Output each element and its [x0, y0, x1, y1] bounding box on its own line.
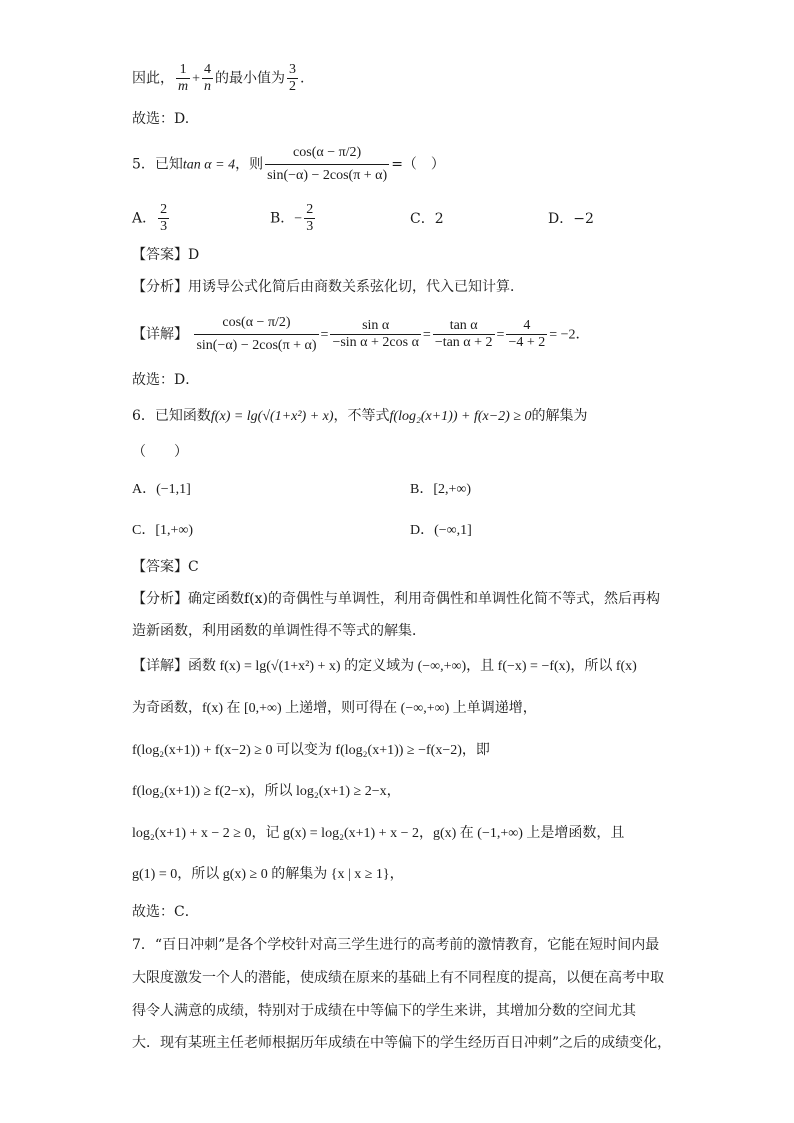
fraction-1-over-m: $\frac{1}{m}$ — [178, 62, 189, 94]
q5-analysis: 【分析】用诱导公式化简后由商数关系弦化切，代入已知计算． — [132, 279, 524, 295]
q5-option-d: D．−2 — [548, 211, 594, 227]
text-choose-d-1: 故选：D. — [132, 111, 190, 127]
q6-option-b: B．[2,+∞) — [410, 482, 472, 497]
q6-detail-line-2: 为奇函数，f(x) 在 [0,+∞) 上递增，则可得在 (−∞,+∞) 上单调递增， — [132, 701, 537, 716]
q5-condition: tan α = 4 — [182, 157, 236, 173]
q6-analysis-line-1: 【分析】确定函数f(x)的奇偶性与单调性，利用奇偶性和单调性化简不等式，然后再构 — [132, 591, 660, 607]
q7-line-4: 大．现有某班主任老师根据历年成绩在中等偏下的学生经历百日冲刺”之后的成绩变化， — [132, 1035, 672, 1051]
q5-detail: 【详解】 $\frac{\cos(\alpha - \pi/2)}{\sin(-\alpha) - 2\cos(\pi + \alpha)}$ = $\frac{\text{sin α}}{\text{−sin α + 2cos α}}$ = $\frac{\text{tan α}}{\text{−tan α + 2}}$ = $\frac{4}{-4 + 2}$ = −2． — [132, 312, 590, 357]
q5-answer: 【答案】D — [132, 247, 200, 263]
text-therefore: 因此， — [132, 70, 174, 87]
q5-conclusion: 故选：D． — [132, 372, 200, 388]
q6-option-c: C．[1,+∞) — [132, 523, 194, 538]
question-5-stem — [132, 142, 445, 187]
question-6-stem: 6．已知函数f(x) = lg(√(1+x²) + x)，不等式f(log₂(x+1)) + f(x−2) ≥ 0的解集为 — [132, 408, 588, 424]
q6-answer: 【答案】C — [132, 559, 199, 575]
q6-analysis-line-2: 造新函数，利用函数的单调性得不等式的解集． — [132, 623, 426, 639]
q7-line-2: 大限度激发一个人的潜能，使成绩在原来的基础上有不同程度的提高，以便在高考中取 — [132, 970, 664, 986]
q5-fraction: $\frac{\cos(\alpha - \pi/2)}{\sin(-\alpha) - 2\cos(\pi + \alpha)}$ — [265, 142, 389, 187]
q6-detail-line-6: g(1) = 0，所以 g(x) ≥ 0 的解集为 {x | x ≥ 1}， — [132, 867, 404, 882]
q5-mid: ，则 — [235, 156, 264, 173]
fraction-4-over-n: $\frac{4}{n}$ — [204, 62, 212, 94]
q6-detail-line-1: 【详解】函数 f(x) = lg(√(1+x²) + x) 的定义域为 (−∞,+∞)，且 f(−x) = −f(x)，所以 f(x) — [132, 658, 637, 674]
q6-option-a: A．(−1,1] — [132, 482, 191, 497]
q6-detail-line-5: log₂(x+1) + x − 2 ≥ 0，记 g(x) = log₂(x+1) + x − 2，g(x) 在 (−1,+∞) 上是增函数，且 — [132, 826, 625, 841]
q5-prefix: 5．已知 — [132, 156, 183, 173]
q5-option-a: A． $\frac{2}{3}$ — [132, 202, 168, 234]
q6-option-d: D．(−∞,1] — [410, 523, 472, 538]
q7-line-1: 7．“百日冲刺”是各个学校针对高三学生进行的高考前的激情教育，它能在短时间内最 — [132, 937, 660, 953]
q5-option-c: C．2 — [410, 211, 444, 227]
text-min-value: 的最小值为 — [215, 70, 286, 87]
q7-line-3: 得令人满意的成绩，特别对于成绩在中等偏下的学生来讲，其增加分数的空间尤其 — [132, 1003, 636, 1019]
q6-paren: （ ） — [132, 444, 188, 460]
q5-end: =（ ） — [391, 156, 445, 173]
q5-option-b: B．− $\frac{2}{3}$ — [270, 202, 314, 234]
q6-detail-line-4: f(log₂(x+1)) ≥ f(2−x)，所以 log₂(x+1) ≥ 2−x， — [132, 784, 401, 799]
q6-detail-line-3: f(log₂(x+1)) + f(x−2) ≥ 0 可以变为 f(log₂(x+1)) ≥ −f(x−2)，即 — [132, 743, 490, 758]
fraction-3-over-2: $\frac{3}{2}$ — [289, 62, 297, 94]
q6-conclusion: 故选：C． — [132, 904, 199, 920]
text-line-conclusion-min: 因此， $\frac{1}{m}$ + $\frac{4}{n}$ 的最小值为 $\frac{3}{2}$ . — [132, 62, 305, 94]
